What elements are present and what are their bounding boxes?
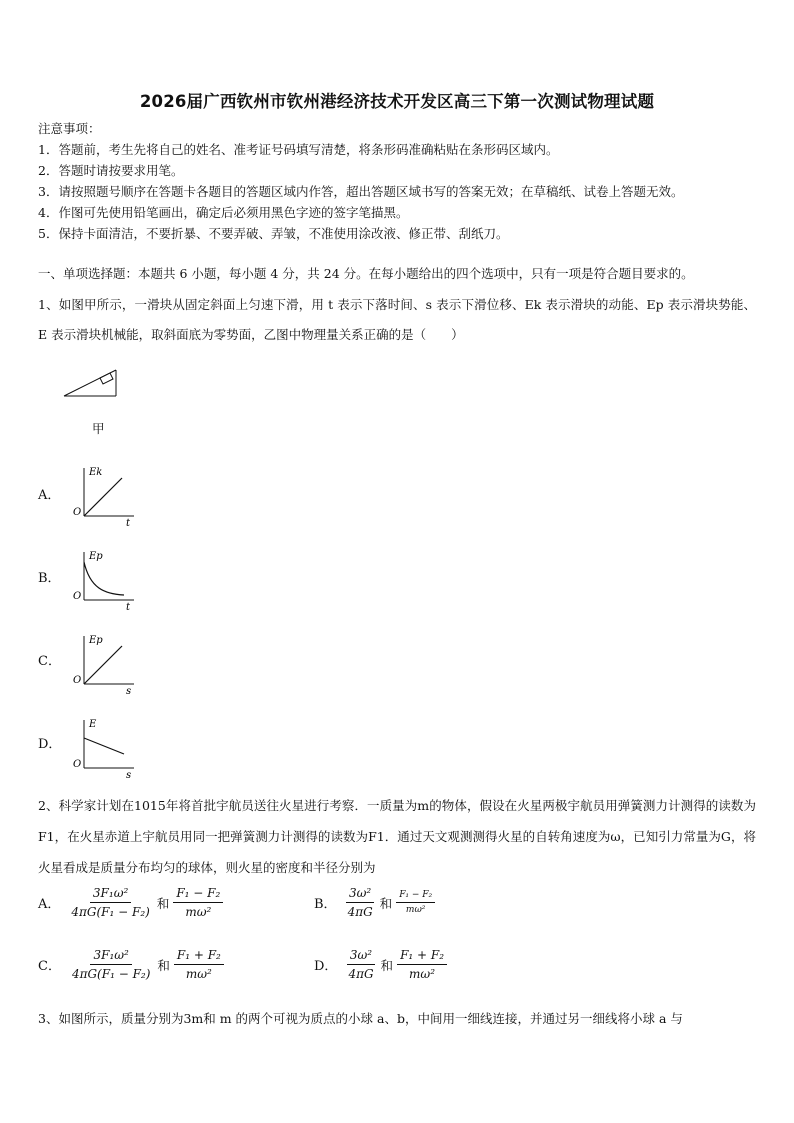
q2-option-b: [314, 886, 437, 919]
question-1-text: 1、如图甲所示，一滑块从固定斜面上匀速下滑，用 t 表示下落时间、s 表示下滑位移、Ek 表示滑块的动能、Ep 表示滑块势能、E 表示滑块机械能，取斜面底为零势面，乙图中物理量关系正确的是（ ）: [38, 297, 756, 342]
denominator: 4πG: [347, 905, 373, 919]
figure-label: 甲: [92, 421, 105, 436]
radius-fraction: [396, 890, 435, 915]
denominator: mω²: [405, 905, 426, 915]
section-heading: 一、单项选择题：本题共 6 小题，每小题 4 分，共 24 分。在每小题给出的四个选项中，只有一项是符合题目要求的。: [38, 266, 694, 281]
option-c-label: C．: [38, 654, 61, 669]
y-axis-label: E: [89, 719, 97, 730]
density-fraction: [69, 948, 153, 981]
connector-text: 和: [379, 895, 393, 911]
option-d-graph: [68, 716, 140, 780]
origin-label: O: [73, 759, 82, 770]
density-fraction: [345, 886, 376, 919]
denominator: mω²: [409, 967, 436, 981]
x-axis-label: s: [126, 686, 132, 696]
note-item: 3．请按照题号顺序在答题卡各题目的答题区域内作答，超出答题区域书写的答案无效；在草稿纸、试卷上答题无效。: [38, 184, 684, 199]
page-title: 2026届广西钦州市钦州港经济技术开发区高三下第一次测试物理试题: [139, 92, 655, 111]
option-a-graph: [68, 464, 140, 528]
y-axis-label: Ek: [89, 467, 103, 478]
radius-fraction: [397, 948, 447, 981]
radius-fraction: [173, 886, 223, 919]
density-fraction: [345, 948, 376, 981]
x-axis-label: t: [126, 602, 131, 612]
note-item: 1．答题前，考生先将自己的姓名、准考证号码填写清楚，将条形码准确粘贴在条形码区域内。: [38, 142, 559, 157]
option-label: A．: [38, 897, 61, 912]
numerator: F₁ + F₂: [174, 948, 224, 965]
slider-block: [100, 373, 113, 384]
note-item: 4．作图可先使用铅笔画出，确定后必须用黑色字迹的签字笔描黑。: [38, 205, 409, 220]
connector-text: 和: [380, 957, 394, 973]
q2-option-d: [314, 948, 449, 981]
origin-label: O: [73, 591, 82, 602]
numerator: 3ω²: [346, 886, 374, 903]
origin-label: O: [73, 675, 82, 686]
denominator: 4πG: [348, 967, 374, 981]
incline-figure: [60, 364, 120, 400]
option-label: D．: [314, 959, 338, 974]
denominator: 4πG(F₁ − F₂): [71, 967, 151, 981]
option-b-graph: [68, 548, 140, 612]
numerator: 3ω²: [347, 948, 375, 965]
option-label: B．: [314, 897, 337, 912]
note-item: 2．答题时请按要求用笔。: [38, 163, 184, 178]
connector-text: 和: [157, 957, 170, 973]
option-b-label: B．: [38, 571, 61, 586]
y-axis-label: Ep: [89, 635, 103, 646]
option-d-label: D．: [38, 737, 62, 752]
numerator: F₁ + F₂: [397, 948, 447, 965]
connector-text: 和: [156, 895, 170, 911]
note-item: 5．保持卡面清洁，不要折暴、不要弄破、弄皱，不准使用涂改液、修正带、刮纸刀。: [38, 226, 509, 241]
question-2-text: 2、科学家计划在1015年将首批宇航员送往火星进行考察．一质量为m的物体，假设在火星两极宇航员用弹簧测力计测得的读数为F1，在火星赤道上宇航员用同一把弹簧测力计测得的读数为F1．通过天文观测测得火星的自转角速度为ω，已知引力常量为G，将火星看成是质量分布均匀的球体，则火星的密度和半径分别为: [38, 798, 756, 875]
notes-heading: 注意事项：: [38, 121, 101, 136]
option-a-label: A．: [38, 488, 61, 503]
denominator: mω²: [185, 905, 212, 919]
density-fraction: [68, 886, 152, 919]
numerator: 3F₁ω²: [90, 886, 131, 903]
option-label: C．: [38, 959, 61, 974]
x-axis-label: s: [126, 770, 132, 780]
denominator: mω²: [185, 967, 212, 981]
radius-fraction: [174, 948, 224, 981]
numerator: F₁ − F₂: [173, 886, 223, 903]
numerator: 3F₁ω²: [90, 948, 131, 965]
question-3-text: 3、如图所示，质量分别为3m和 m 的两个可视为质点的小球 a、b，中间用一细线连接，并通过另一细线将小球 a 与: [38, 1011, 683, 1026]
option-c-graph: [68, 632, 140, 696]
q2-option-a: [38, 886, 225, 919]
numerator: F₁ − F₂: [396, 890, 435, 903]
q2-option-c: [38, 948, 226, 981]
x-axis-label: t: [126, 518, 131, 528]
denominator: 4πG(F₁ − F₂): [71, 905, 150, 919]
origin-label: O: [73, 507, 82, 518]
y-axis-label: Ep: [89, 551, 103, 562]
